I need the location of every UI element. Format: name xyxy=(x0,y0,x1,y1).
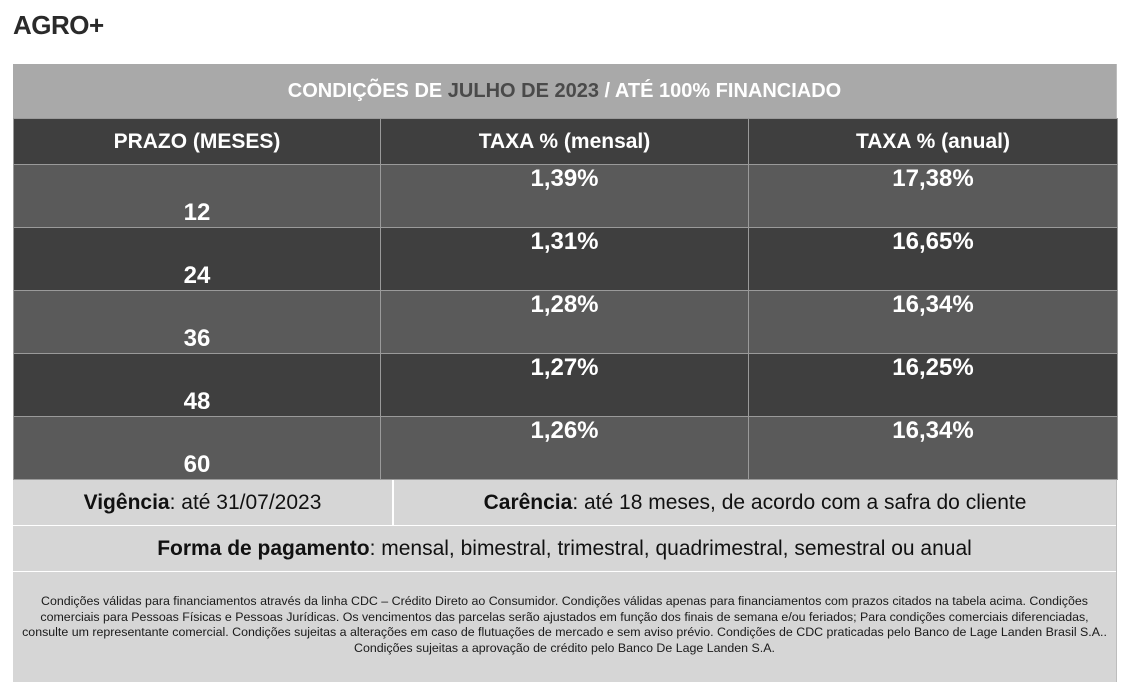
footnote: Condições válidas para financiamentos através da linha CDC – Crédito Direto ao Consumidor. Condições válidas apenas para financiamentos com prazos citados na tabela acima. Condições comerciais para Pessoas Físicas e Pessoas Jurídicas. Os vencimentos das parcelas serão ajustados em função dos finais de semana e/ou feriados; Para condições comerciais diferenciadas, consulte um representante comercial. Condições sujeitas a alterações em caso de flutuações de mercado e sem aviso prévio. Condições de CDC praticadas pelo Banco de Lage Landen Brasil S.A.. Condições sujeitas a aprovação de crédito pelo Banco De Lage Landen S.A. xyxy=(13,572,1116,682)
carencia-label: Carência xyxy=(483,490,573,514)
page-title: AGRO+ xyxy=(13,10,104,40)
cell-taxa-mensal: 1,28% xyxy=(381,291,749,354)
cell-taxa-anual: 16,25% xyxy=(749,354,1118,417)
banner-text-1: CONDIÇÕES DE xyxy=(287,79,443,102)
table-row xyxy=(14,354,1118,417)
cell-taxa-anual: 17,38% xyxy=(749,165,1118,228)
table-row xyxy=(14,417,1118,480)
cell-prazo: 48 xyxy=(14,354,381,417)
carencia-cell xyxy=(394,480,1116,525)
cell-taxa-mensal: 1,26% xyxy=(381,417,749,480)
vigencia-label: Vigência xyxy=(83,490,170,514)
cell-taxa-anual: 16,65% xyxy=(749,228,1118,291)
vigencia-cell xyxy=(13,480,394,525)
pagamento-value: : mensal, bimestral, trimestral, quadrimestral, semestral ou anual xyxy=(369,536,972,560)
cell-taxa-anual: 16,34% xyxy=(749,291,1118,354)
table-header-row xyxy=(14,119,1118,165)
cell-prazo: 12 xyxy=(14,165,381,228)
conditions-banner xyxy=(13,64,1116,118)
cell-taxa-mensal: 1,31% xyxy=(381,228,749,291)
banner-text-2: / ATÉ 100% FINANCIADO xyxy=(604,79,842,102)
rates-table xyxy=(13,118,1118,480)
cell-taxa-mensal: 1,27% xyxy=(381,354,749,417)
info-row xyxy=(13,480,1116,526)
cell-taxa-anual: 16,34% xyxy=(749,417,1118,480)
table-row xyxy=(14,165,1118,228)
table-row xyxy=(14,291,1118,354)
pagamento-label: Forma de pagamento xyxy=(157,536,370,560)
rates-card xyxy=(13,64,1117,682)
cell-taxa-mensal: 1,39% xyxy=(381,165,749,228)
payment-row xyxy=(13,526,1116,572)
banner-month: JULHO DE 2023 xyxy=(447,79,599,102)
carencia-value: : até 18 meses, de acordo com a safra do cliente xyxy=(572,490,1027,514)
header-prazo: PRAZO (MESES) xyxy=(14,119,381,165)
header-taxa-mensal: TAXA % (mensal) xyxy=(381,119,749,165)
header-taxa-anual: TAXA % (anual) xyxy=(749,119,1118,165)
table-row xyxy=(14,228,1118,291)
cell-prazo: 36 xyxy=(14,291,381,354)
vigencia-value: : até 31/07/2023 xyxy=(169,490,322,514)
cell-prazo: 24 xyxy=(14,228,381,291)
cell-prazo: 60 xyxy=(14,417,381,480)
